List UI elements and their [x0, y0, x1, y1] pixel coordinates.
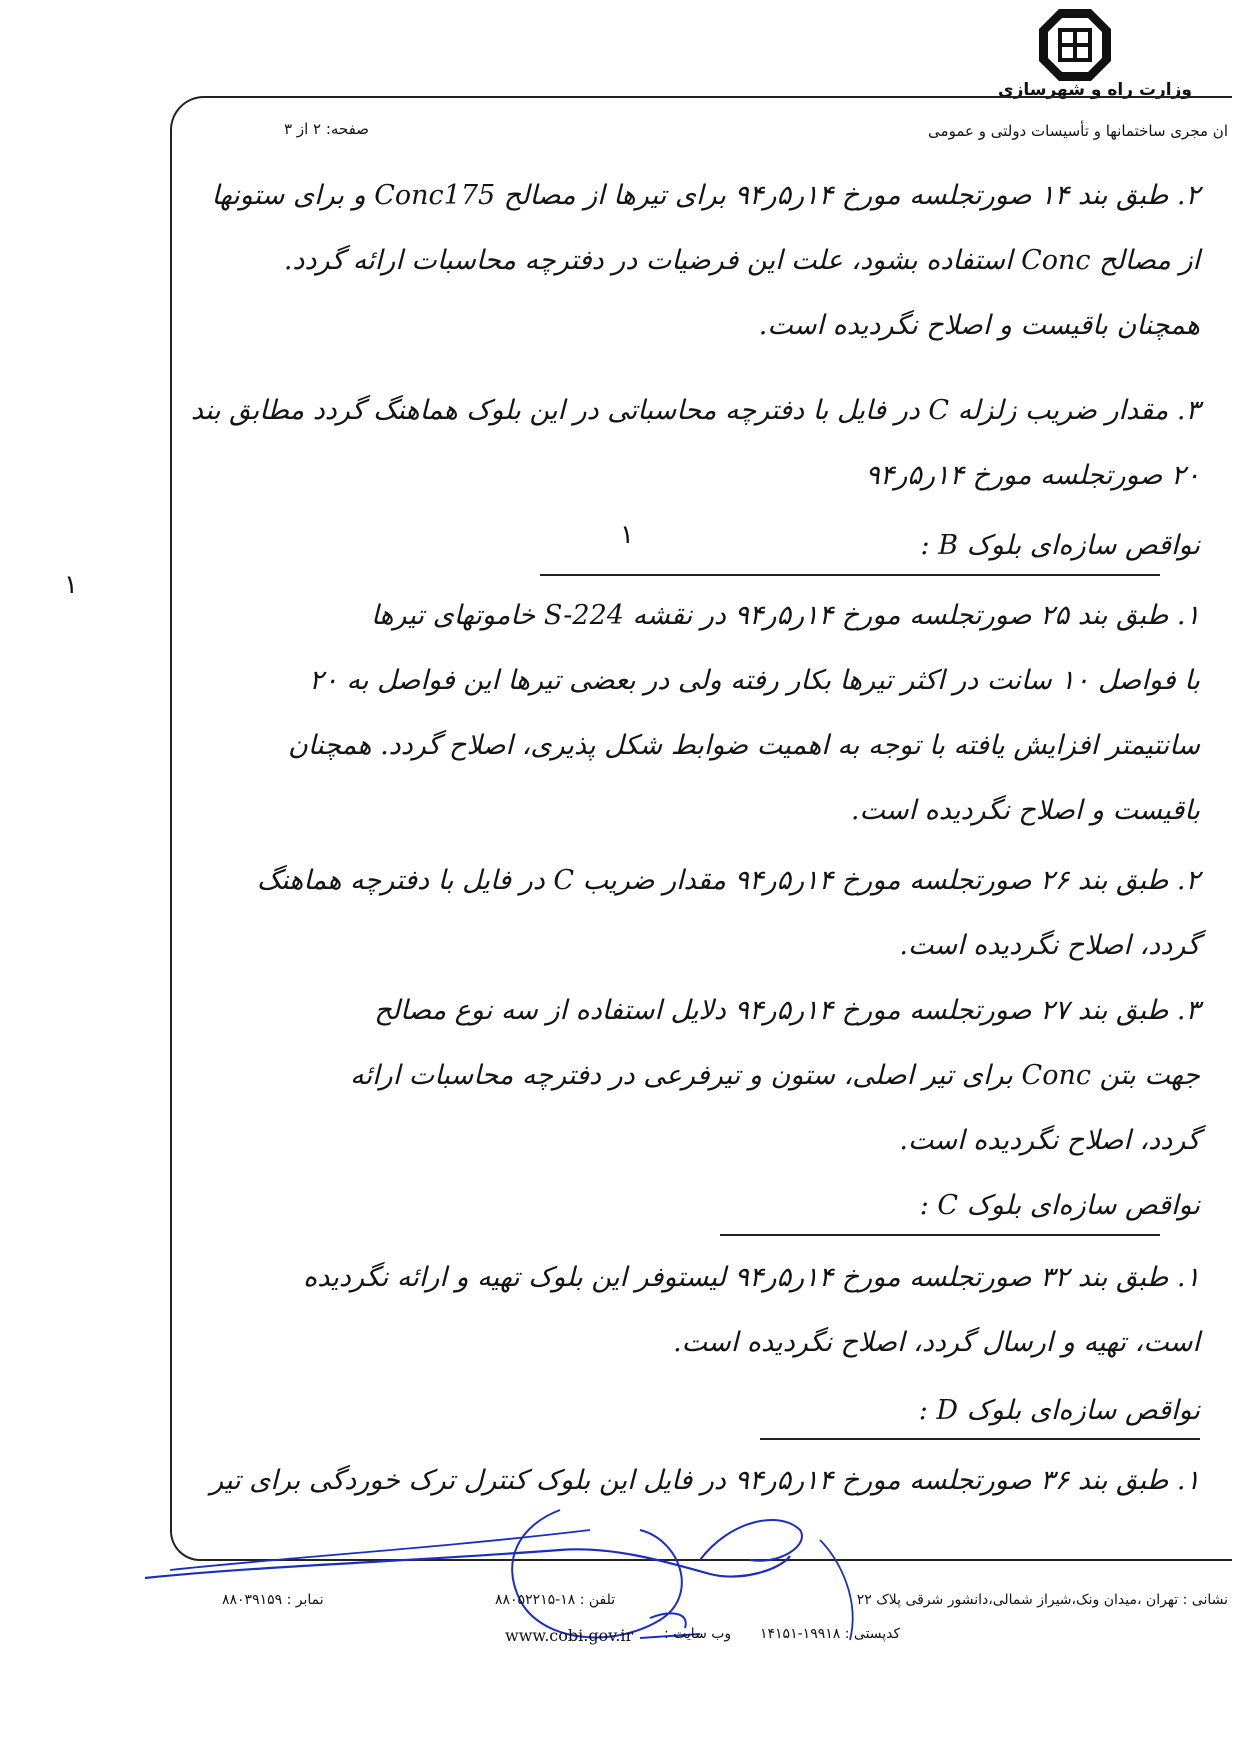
line-8: سانتیمتر افزایش یافته با توجه به اهمیت ضوابط شکل پذیری، اصلاح گردد. همچنان — [288, 730, 1200, 761]
footer-website[interactable]: www.cobi.gov.ir — [505, 1626, 634, 1645]
line-2: از مصالح Conc استفاده بشود، علت این فرضیات در دفترچه محاسبات ارائه گردد. — [283, 245, 1200, 276]
heading-block-c-rule — [720, 1234, 1160, 1236]
footer-fax: نمابر : ۸۸۰۳۹۱۵۹ — [222, 1592, 324, 1608]
heading-block-d: نواقص سازه‌ای بلوک D : — [918, 1395, 1200, 1426]
heading-block-b: نواقص سازه‌ای بلوک B : — [920, 530, 1200, 561]
line-11: گردد، اصلاح نگردیده است. — [899, 930, 1200, 961]
line-10: ۲. طبق بند ۲۶ صورتجلسه مورخ ۱۴ر۵ر۹۴ مقدار ضریب C در فایل با دفترچه هماهنگ — [256, 865, 1200, 896]
line-5: ۲۰ صورتجلسه مورخ ۱۴ر۵ر۹۴ — [865, 460, 1200, 491]
ministry-logo-icon — [1036, 6, 1114, 84]
line-14: گردد، اصلاح نگردیده است. — [899, 1125, 1200, 1156]
line-4: ۳. مقدار ضریب زلزله C در فایل با دفترچه محاسباتی در این بلوک هماهنگ گردد مطابق بند — [190, 395, 1200, 426]
page-number-label: صفحه: ۲ از ۳ — [284, 120, 369, 138]
line-17: ۱. طبق بند ۳۶ صورتجلسه مورخ ۱۴ر۵ر۹۴ در فایل این بلوک کنترل ترک خوردگی برای تیر — [210, 1465, 1200, 1496]
stray-mark: ۱ — [620, 520, 634, 550]
ministry-name: وزارت راه و شهرسازی — [997, 80, 1192, 100]
heading-block-b-rule — [540, 574, 1160, 576]
line-1: ۲. طبق بند ۱۴ صورتجلسه مورخ ۱۴ر۵ر۹۴ برای تیرها از مصالح Conc175 و برای ستونها — [211, 180, 1200, 211]
margin-mark: ۱ — [64, 570, 78, 600]
line-16: است، تهیه و ارسال گردد، اصلاح نگردیده است. — [673, 1327, 1200, 1358]
footer-phone: تلفن : ۱۸-۸۸۰۵۲۲۱۵ — [495, 1592, 616, 1608]
heading-block-c: نواقص سازه‌ای بلوک C : — [919, 1190, 1200, 1221]
line-9: باقیست و اصلاح نگردیده است. — [850, 795, 1200, 826]
line-3: همچنان باقیست و اصلاح نگردیده است. — [758, 310, 1200, 341]
organization-name: ان مجری ساختمانها و تأسیسات دولتی و عمومی — [928, 122, 1228, 140]
footer-postal-code: کدپستی : ۱۹۹۱۸-۱۴۱۵۱ — [760, 1626, 901, 1642]
line-6: ۱. طبق بند ۲۵ صورتجلسه مورخ ۱۴ر۵ر۹۴ در نقشه S-224 خاموتهای تیرها — [370, 600, 1200, 631]
heading-block-d-rule — [760, 1438, 1200, 1440]
line-13: جهت بتن Conc برای تیر اصلی، ستون و تیرفرعی در دفترچه محاسبات ارائه — [350, 1060, 1200, 1091]
line-12: ۳. طبق بند ۲۷ صورتجلسه مورخ ۱۴ر۵ر۹۴ دلایل استفاده از سه نوع مصالح — [374, 995, 1200, 1026]
line-7: با فواصل ۱۰ سانت در اکثر تیرها بکار رفته ولی در بعضی تیرها این فواصل به ۲۰ — [308, 665, 1200, 696]
footer-website-label: وب سایت : — [664, 1626, 732, 1642]
footer-address: نشانی : تهران ،میدان ونک،شیراز شمالی،دانشور شرقی پلاک ۲۲ — [856, 1592, 1228, 1608]
line-15: ۱. طبق بند ۳۲ صورتجلسه مورخ ۱۴ر۵ر۹۴ لیستوفر این بلوک تهیه و ارائه نگردیده — [303, 1262, 1200, 1293]
